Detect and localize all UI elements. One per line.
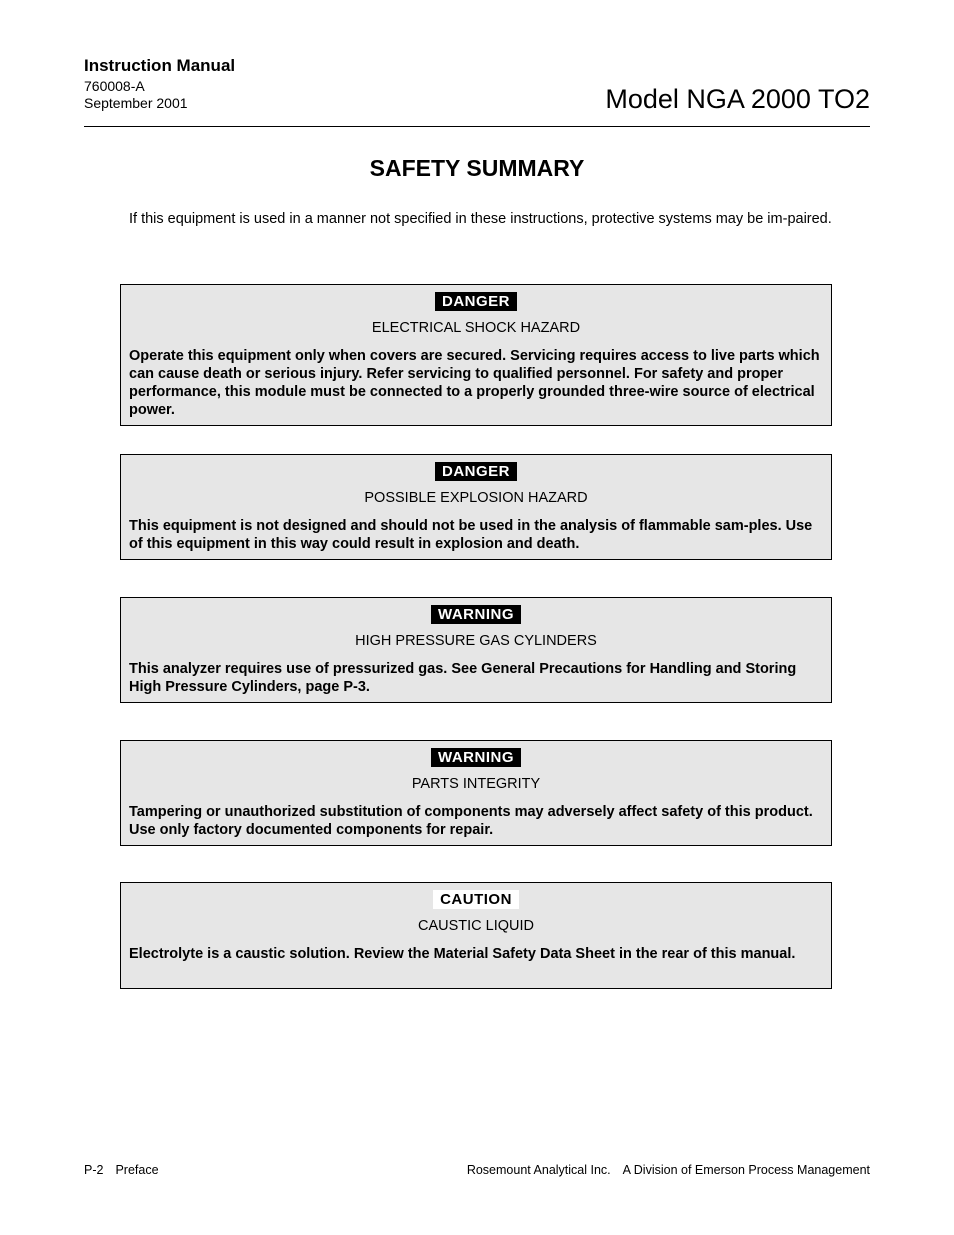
warning-badge: WARNING (431, 605, 521, 624)
notice-text: This equipment is not designed and should not be used in the analysis of flammable sam-ples. Use of this equipment in this way could result in explosion and death. (129, 518, 813, 552)
doc-date: September 2001 (84, 95, 188, 111)
notice-box (120, 597, 832, 703)
footer-left (84, 1163, 159, 1177)
caution-badge: CAUTION (433, 890, 519, 909)
notice-box (120, 284, 832, 426)
notice-box (120, 454, 832, 560)
doc-number: 760008-A (84, 78, 145, 94)
notice-text: Operate this equipment only when covers are secured. Servicing requires access to live parts which can cause death or serious injury. Refer servicing to qualified personnel. For safety and proper performance, this module must be connected to a properly grounded three-wire source of electrical power. (129, 348, 820, 418)
hazard-title: CAUSTIC LIQUID (417, 918, 534, 934)
notice-text: Electrolyte is a caustic solution. Review the Material Safety Data Sheet in the rear of this manual. (129, 946, 796, 962)
hazard-title: POSSIBLE EXPLOSION HAZARD (364, 490, 588, 506)
company-name: Rosemount Analytical Inc. (466, 1163, 611, 1177)
hazard-title: HIGH PRESSURE GAS CYLINDERS (355, 633, 597, 649)
page-title: SAFETY SUMMARY (369, 155, 585, 181)
danger-badge: DANGER (435, 292, 517, 311)
page-header (84, 56, 870, 127)
page-number: P-2 (84, 1163, 104, 1177)
hazard-title: ELECTRICAL SHOCK HAZARD (371, 320, 581, 336)
division-name: A Division of Emerson Process Management (622, 1163, 870, 1177)
warning-badge: WARNING (431, 748, 521, 767)
hazard-title: PARTS INTEGRITY (411, 776, 541, 792)
notice-box (120, 740, 832, 846)
doc-type: Instruction Manual (84, 56, 236, 75)
notice-text: This analyzer requires use of pressurized gas. See General Precautions for Handling and Storing High Pressure Cylinders, page P-3. (129, 661, 797, 695)
intro-paragraph: If this equipment is used in a manner not specified in these instructions, protective systems may be im-paired. (129, 211, 832, 227)
danger-badge: DANGER (435, 462, 517, 481)
footer-right (467, 1163, 870, 1177)
section-name: Preface (115, 1163, 159, 1177)
model-title: Model NGA 2000 TO2 (605, 84, 870, 114)
notice-box (120, 882, 832, 989)
notice-text: Tampering or unauthorized substitution of components may adversely affect safety of this product. Use only factory documented components for repair. (129, 804, 813, 838)
